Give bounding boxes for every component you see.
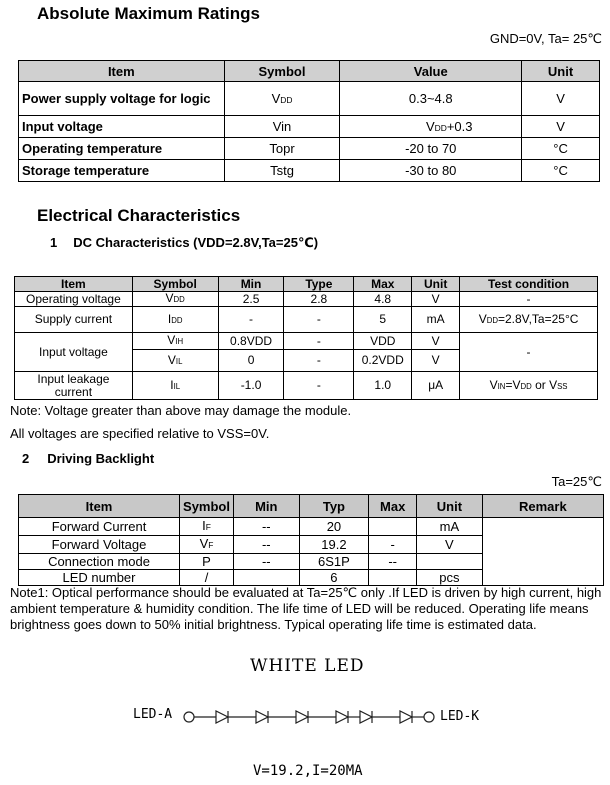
row-item: Input leakage current bbox=[15, 372, 133, 400]
led-string-diagram bbox=[180, 705, 440, 729]
backlight-note: Note1: Optical performance should be evaluated at Ta=25℃ only .If LED is driven by high current, high ambient temperature & humidity condition. The life time of LED will be reduced. Operating life means brightness goes down to 50% initial brightness. Typical operating life time is estimated data. bbox=[10, 585, 602, 632]
header-type: Type bbox=[284, 277, 354, 292]
remark-cell bbox=[482, 518, 603, 586]
table-row bbox=[19, 116, 600, 138]
row-value: -20 to 70 bbox=[340, 138, 522, 160]
absolute-max-title: Absolute Maximum Ratings bbox=[37, 4, 260, 23]
backlight-section-heading: 2 Driving Backlight bbox=[22, 451, 155, 466]
header-symbol: Symbol bbox=[132, 277, 218, 292]
header-symbol: Symbol bbox=[224, 61, 340, 82]
header-value: Value bbox=[340, 61, 522, 82]
row-item: Supply current bbox=[15, 307, 133, 333]
row-symbol: Topr bbox=[224, 138, 340, 160]
table-row bbox=[19, 138, 600, 160]
dc-section-heading: 1 DC Characteristics (VDD=2.8V,Ta=25℃) bbox=[50, 235, 319, 250]
header-min: Min bbox=[218, 277, 284, 292]
led-diode-icon bbox=[256, 711, 268, 723]
row-value: 0.3~4.8 bbox=[340, 82, 522, 116]
row-item: Operating temperature bbox=[19, 138, 225, 160]
row-value: -30 to 80 bbox=[340, 160, 522, 182]
dc-note-vss: All voltages are specified relative to VSS=0V. bbox=[10, 426, 270, 441]
table-row: VIL 0 - 0.2VDD V bbox=[15, 350, 598, 372]
row-item: Operating voltage bbox=[15, 292, 133, 307]
led-diode-icon bbox=[296, 711, 308, 723]
backlight-condition: Ta=25℃ bbox=[551, 474, 602, 489]
table-row: Input leakage current IIL -1.0 - 1.0 μA VIN=VDD or VSS bbox=[15, 372, 598, 400]
led-diode-icon bbox=[216, 711, 228, 723]
row-symbol: VDD bbox=[224, 82, 340, 116]
header-symbol: Symbol bbox=[180, 495, 234, 518]
header-typ: Typ bbox=[299, 495, 369, 518]
table-header-row bbox=[19, 495, 604, 518]
row-condition: VDD=2.8V,Ta=25°C bbox=[460, 307, 598, 333]
table-header-row bbox=[19, 61, 600, 82]
backlight-table bbox=[18, 494, 604, 586]
anode-label: LED-A bbox=[133, 707, 173, 722]
absolute-max-condition: GND=0V, Ta= 25℃ bbox=[489, 31, 602, 46]
row-unit: V bbox=[522, 116, 600, 138]
dc-note-damage: Note: Voltage greater than above may damage the module. bbox=[10, 403, 352, 418]
row-symbol: VIL bbox=[132, 350, 218, 372]
row-item: Input voltage bbox=[19, 116, 225, 138]
table-row: LED number / 6 pcs bbox=[19, 570, 604, 586]
dc-characteristics-table bbox=[14, 276, 598, 400]
header-unit: Unit bbox=[417, 495, 483, 518]
diagram-spec: V=19.2,I=20MA bbox=[253, 763, 363, 779]
row-item: Storage temperature bbox=[19, 160, 225, 182]
table-row: Input voltage VIH 0.8VDD - VDD V - bbox=[15, 333, 598, 350]
header-unit: Unit bbox=[522, 61, 600, 82]
header-test-condition: Test condition bbox=[460, 277, 598, 292]
row-symbol: Vin bbox=[224, 116, 340, 138]
header-item: Item bbox=[15, 277, 133, 292]
absolute-max-table bbox=[18, 60, 600, 182]
table-row: Supply current IDD - - 5 mA VDD=2.8V,Ta=25°C bbox=[15, 307, 598, 333]
header-remark: Remark bbox=[482, 495, 603, 518]
row-unit: V bbox=[522, 82, 600, 116]
row-symbol: VIH bbox=[132, 333, 218, 350]
table-row: Operating voltage VDD 2.5 2.8 4.8 V - bbox=[15, 292, 598, 307]
row-symbol: VDD bbox=[132, 292, 218, 307]
diagram-title: WHITE LED bbox=[250, 656, 365, 676]
table-row: Forward Voltage VF -- 19.2 - V bbox=[19, 536, 604, 554]
row-condition: VIN=VDD or VSS bbox=[460, 372, 598, 400]
row-value: VDD+0.3 bbox=[340, 116, 522, 138]
row-symbol: IIL bbox=[132, 372, 218, 400]
anode-terminal bbox=[184, 712, 194, 722]
row-unit: °C bbox=[522, 138, 600, 160]
table-row: Forward Current IF -- 20 mA bbox=[19, 518, 604, 536]
led-diode-icon bbox=[360, 711, 372, 723]
electrical-title: Electrical Characteristics bbox=[37, 206, 241, 225]
table-header-row bbox=[15, 277, 598, 292]
table-row bbox=[19, 160, 600, 182]
table-row: Connection mode P -- 6S1P -- bbox=[19, 554, 604, 570]
header-item: Item bbox=[19, 495, 180, 518]
led-diode-icon bbox=[336, 711, 348, 723]
header-max: Max bbox=[354, 277, 412, 292]
cathode-label: LED-K bbox=[440, 709, 480, 724]
row-item: Input voltage bbox=[15, 333, 133, 372]
cathode-terminal bbox=[424, 712, 434, 722]
header-item: Item bbox=[19, 61, 225, 82]
header-max: Max bbox=[369, 495, 417, 518]
row-symbol: Tstg bbox=[224, 160, 340, 182]
header-min: Min bbox=[234, 495, 300, 518]
table-row bbox=[19, 82, 600, 116]
row-item: Power supply voltage for logic bbox=[19, 82, 225, 116]
row-symbol: IDD bbox=[132, 307, 218, 333]
row-unit: °C bbox=[522, 160, 600, 182]
header-unit: Unit bbox=[412, 277, 460, 292]
led-diode-icon bbox=[400, 711, 412, 723]
